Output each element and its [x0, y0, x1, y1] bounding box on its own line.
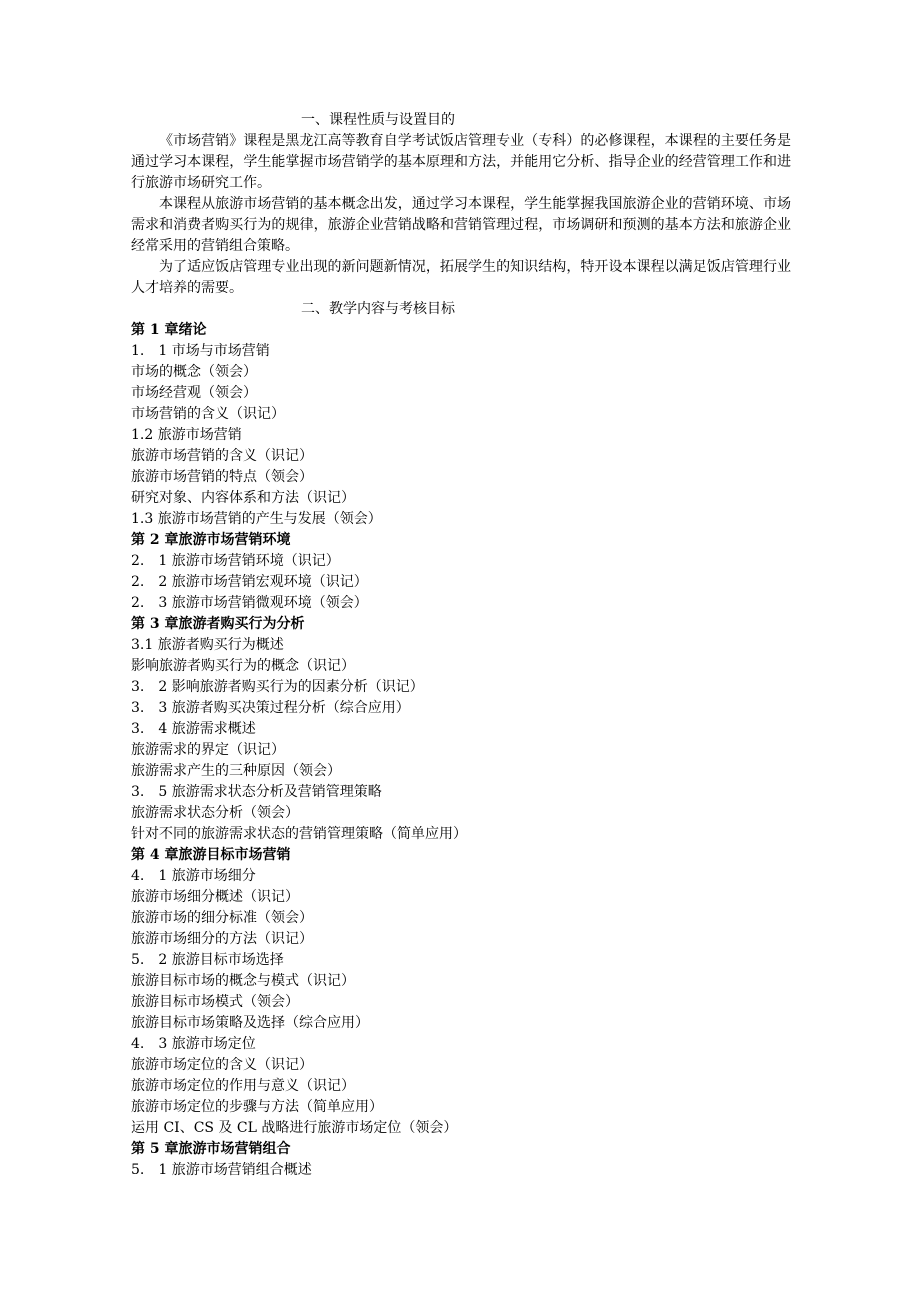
outline-item: 旅游需求产生的三种原因（领会） — [131, 763, 341, 779]
outline-item: 5. 1 旅游市场营销组合概述 — [131, 1162, 312, 1178]
outline-item: 1.3 旅游市场营销的产生与发展（领会） — [131, 511, 382, 527]
chapter-heading: 第 5 章旅游市场营销组合 — [131, 1141, 291, 1157]
outline-item: 旅游市场定位的作用与意义（识记） — [131, 1078, 355, 1094]
outline-item: 旅游市场的细分标准（领会） — [131, 910, 313, 926]
outline-item: 市场营销的含义（识记） — [131, 406, 285, 422]
chapter-heading: 第 3 章旅游者购买行为分析 — [131, 616, 305, 632]
outline-item: 3. 3 旅游者购买决策过程分析（综合应用） — [131, 700, 410, 716]
section-1-heading: 一、课程性质与设置目的 — [301, 112, 455, 128]
outline-item: 2. 3 旅游市场营销微观环境（领会） — [131, 595, 368, 611]
outline-item: 3. 5 旅游需求状态分析及营销管理策略 — [131, 784, 382, 800]
outline-item: 旅游市场细分概述（识记） — [131, 889, 299, 905]
section-1-paragraph-1: 《市场营销》课程是黑龙江高等教育自学考试饭店管理专业（专科）的必修课程，本课程的主要任务是通过学习本课程，学生能掌握市场营销学的基本原理和方法，并能用它分析、指导企业的经营管理工作和进行旅游市场研究工作。 — [131, 133, 791, 191]
outline-item: 市场的概念（领会） — [131, 364, 257, 380]
chapter-heading: 第 1 章绪论 — [131, 322, 207, 338]
outline-item: 1.2 旅游市场营销 — [131, 427, 242, 443]
outline-item: 旅游市场营销的含义（识记） — [131, 448, 313, 464]
outline-item: 2. 1 旅游市场营销环境（识记） — [131, 553, 340, 569]
outline-item: 旅游市场营销的特点（领会） — [131, 469, 313, 485]
outline-item: 1. 1 市场与市场营销 — [131, 343, 270, 359]
outline-item: 4. 1 旅游市场细分 — [131, 868, 256, 884]
outline-item: 3. 4 旅游需求概述 — [131, 721, 256, 737]
document-page — [131, 110, 791, 1181]
section-2-heading: 二、教学内容与考核目标 — [301, 301, 455, 317]
outline-item: 旅游需求的界定（识记） — [131, 742, 285, 758]
outline-item: 旅游目标市场策略及选择（综合应用） — [131, 1015, 369, 1031]
outline-item: 旅游市场定位的含义（识记） — [131, 1057, 313, 1073]
outline-item: 旅游目标市场模式（领会） — [131, 994, 299, 1010]
outline-item: 3.1 旅游者购买行为概述 — [131, 637, 284, 653]
outline-item: 旅游需求状态分析（领会） — [131, 805, 299, 821]
outline-item: 2. 2 旅游市场营销宏观环境（识记） — [131, 574, 368, 590]
syllabus-outline — [131, 320, 791, 1181]
outline-item: 4. 3 旅游市场定位 — [131, 1036, 256, 1052]
outline-item: 3. 2 影响旅游者购买行为的因素分析（识记） — [131, 679, 424, 695]
outline-item: 市场经营观（领会） — [131, 385, 257, 401]
outline-item: 运用 CI、CS 及 CL 战略进行旅游市场定位（领会） — [131, 1120, 458, 1136]
outline-item: 研究对象、内容体系和方法（识记） — [131, 490, 355, 506]
section-1-paragraph-2: 本课程从旅游市场营销的基本概念出发，通过学习本课程，学生能掌握我国旅游企业的营销环境、市场需求和消费者购买行为的规律，旅游企业营销战略和营销管理过程，市场调研和预测的基本方法和旅游企业经常采用的营销组合策略。 — [131, 196, 791, 254]
chapter-heading: 第 4 章旅游目标市场营销 — [131, 847, 291, 863]
outline-item: 针对不同的旅游需求状态的营销管理策略（简单应用） — [131, 826, 467, 842]
outline-item: 旅游市场定位的步骤与方法（简单应用） — [131, 1099, 383, 1115]
outline-item: 旅游市场细分的方法（识记） — [131, 931, 313, 947]
section-1-paragraph-3: 为了适应饭店管理专业出现的新问题新情况，拓展学生的知识结构，特开设本课程以满足饭店管理行业人才培养的需要。 — [131, 259, 791, 296]
outline-item: 5. 2 旅游目标市场选择 — [131, 952, 284, 968]
chapter-heading: 第 2 章旅游市场营销环境 — [131, 532, 291, 548]
outline-item: 影响旅游者购买行为的概念（识记） — [131, 658, 355, 674]
outline-item: 旅游目标市场的概念与模式（识记） — [131, 973, 355, 989]
